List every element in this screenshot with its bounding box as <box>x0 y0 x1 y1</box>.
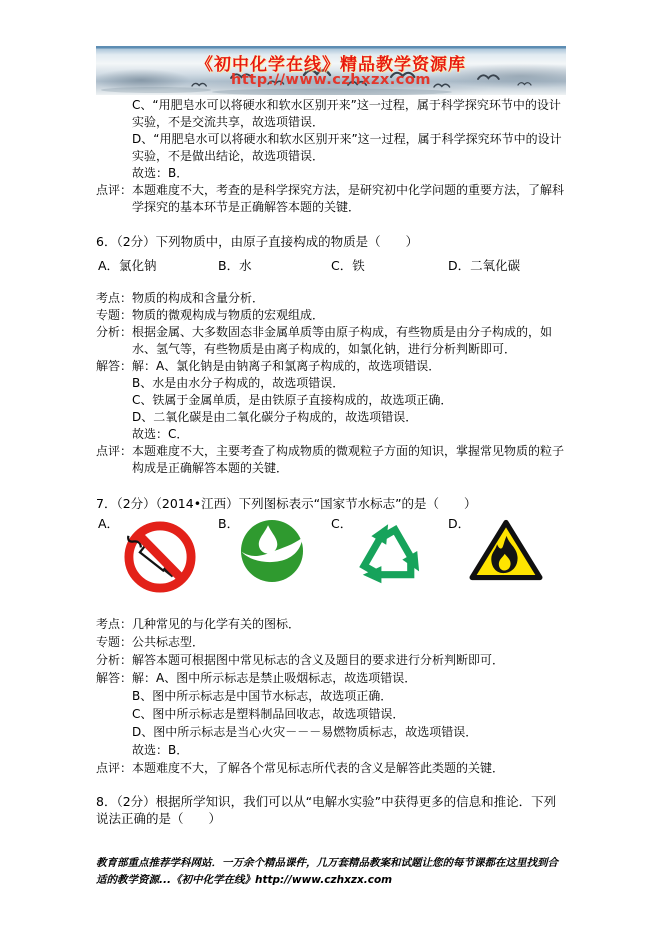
row-label: 专题： <box>96 635 133 649</box>
row-text: 物质的构成和含量分析． <box>132 291 265 305</box>
question-7-options <box>96 514 568 604</box>
explain-row <box>96 669 568 687</box>
explain-row <box>96 687 568 705</box>
option-c-label: C． <box>331 516 353 531</box>
row-label: 专题： <box>96 308 133 322</box>
question-7-stem: 7．（2分）（2014•江西）下列图标表示“国家节水标志”的是（ ） <box>96 496 477 511</box>
explain-row <box>96 307 568 324</box>
explain-row <box>96 615 568 633</box>
explain-row <box>96 633 568 651</box>
row-label: 点评： <box>96 444 133 458</box>
explain-row <box>96 290 568 307</box>
option-d: D．二氧化碳 <box>448 258 521 273</box>
row-text: 解答本题可根据图中常见标志的含义及题目的要求进行分析判断即可． <box>132 653 505 667</box>
banner-url-link[interactable]: http://www.czhxzx.com <box>231 72 431 88</box>
row-text: 故选：B． <box>132 166 189 180</box>
answer-block-q6 <box>96 290 568 477</box>
row-label: 点评： <box>96 183 133 197</box>
row-text: 解：A、氯化钠是由钠离子和氯离子构成的，故选项错误． <box>132 359 441 373</box>
row-label: 分析： <box>96 653 133 667</box>
row-text: D、“用肥皂水可以将硬水和软水区别开来”这一过程，属于科学探究环节中的设计实验，不是做出结论，故选项错误． <box>132 132 562 163</box>
explain-row <box>96 759 568 777</box>
answer-block-q5 <box>96 97 568 216</box>
explain-row <box>96 358 568 375</box>
explain-row <box>96 651 568 669</box>
explain-row <box>96 392 568 409</box>
explain-row <box>96 705 568 723</box>
explain-row <box>96 409 568 426</box>
question-6-stem: 6．（2分）下列物质中，由原子直接构成的物质是（ ） <box>96 234 419 249</box>
row-text: 几种常见的与化学有关的图标． <box>132 617 301 631</box>
explain-row <box>96 723 568 741</box>
banner-title: 《初中化学在线》精品教学资源库 <box>196 55 466 75</box>
option-a: A．氯化钠 <box>98 258 157 273</box>
footer-text: 教育部重点推荐学科网站．一万余个精品课件，几万套精品教案和试题让您的每节课都在这里找到合适的教学资源... <box>96 857 558 886</box>
row-text: D、图中所示标志是当心火灾－－－易燃物质标志，故选项错误． <box>132 725 478 739</box>
option-d-label: D． <box>448 516 471 531</box>
row-text: D、二氧化碳是由二氧化碳分子构成的，故选项错误． <box>132 410 418 424</box>
explain-row <box>96 165 568 182</box>
no-smoking-icon <box>121 520 199 594</box>
footer-url-link[interactable]: http://www.czhxzx.com <box>254 873 393 886</box>
option-a-label: A． <box>98 516 120 531</box>
recycling-mark-icon <box>352 516 428 584</box>
flammable-warning-icon <box>467 518 545 582</box>
row-text: 本题难度不大，考查的是科学探究方法，是研究初中化学问题的重要方法，了解科学探究的基本环节是正确解答本题的关键． <box>132 183 565 214</box>
question-8-stem: 8．（2分）根据所学知识，我们可以从“电解水实验”中获得更多的信息和推论．下列说法正确的是（ ） <box>96 794 557 826</box>
option-b: B．水 <box>218 258 252 273</box>
explain-row <box>96 97 568 131</box>
option-b-label: B． <box>218 516 240 531</box>
page-footer <box>96 855 566 888</box>
explain-row <box>96 324 568 358</box>
row-label: 考点： <box>96 617 133 631</box>
explain-row <box>96 741 568 759</box>
row-text: 根据金属、大多数固态非金属单质等由原子构成，有些物质是由分子构成的，如水、氢气等，有些物质是由离子构成的，如氯化钠，进行分析判断即可． <box>132 325 553 356</box>
row-text: C、铁属于金属单质，是由铁原子直接构成的，故选项正确． <box>132 393 453 407</box>
explain-row <box>96 182 568 216</box>
row-text: 故选：C． <box>132 427 189 441</box>
row-text: 故选：B． <box>132 743 189 757</box>
explain-row <box>96 375 568 392</box>
row-label: 解答： <box>96 359 133 373</box>
answer-block-q7 <box>96 615 568 777</box>
row-label: 解答： <box>96 671 133 685</box>
row-text: 本题难度不大，主要考查了构成物质的微观粒子方面的知识，掌握常见物质的粒子构成是正确解答本题的关键． <box>132 444 565 475</box>
row-label: 分析： <box>96 325 133 339</box>
row-label: 点评： <box>96 761 133 775</box>
row-text: B、图中所示标志是中国节水标志，故选项正确． <box>132 689 393 703</box>
explain-row <box>96 426 568 443</box>
row-text: 本题难度不大，了解各个常见标志所代表的含义是解答此类题的关键． <box>132 761 505 775</box>
row-text: 公共标志型． <box>132 635 205 649</box>
explain-row <box>96 131 568 165</box>
footer-site-name: 《初中化学在线》 <box>170 873 255 886</box>
row-text: B、水是由水分子构成的，故选项错误． <box>132 376 345 390</box>
row-label: 考点： <box>96 291 133 305</box>
row-text: 解：A、图中所示标志是禁止吸烟标志，故选项错误． <box>132 671 417 685</box>
row-text: C、“用肥皂水可以将硬水和软水区别开来”这一过程，属于科学探究环节中的设计实验，不是交流共享，故选项错误． <box>132 98 561 129</box>
row-text: C、图中所示标志是塑料制品回收志，故选项错误． <box>132 707 405 721</box>
question-6-options <box>96 256 568 274</box>
option-c: C．铁 <box>331 258 365 273</box>
water-saving-logo-icon <box>238 518 306 584</box>
site-banner-image <box>96 46 566 95</box>
explain-row <box>96 443 568 477</box>
row-text: 物质的微观构成与物质的宏观组成． <box>132 308 325 322</box>
